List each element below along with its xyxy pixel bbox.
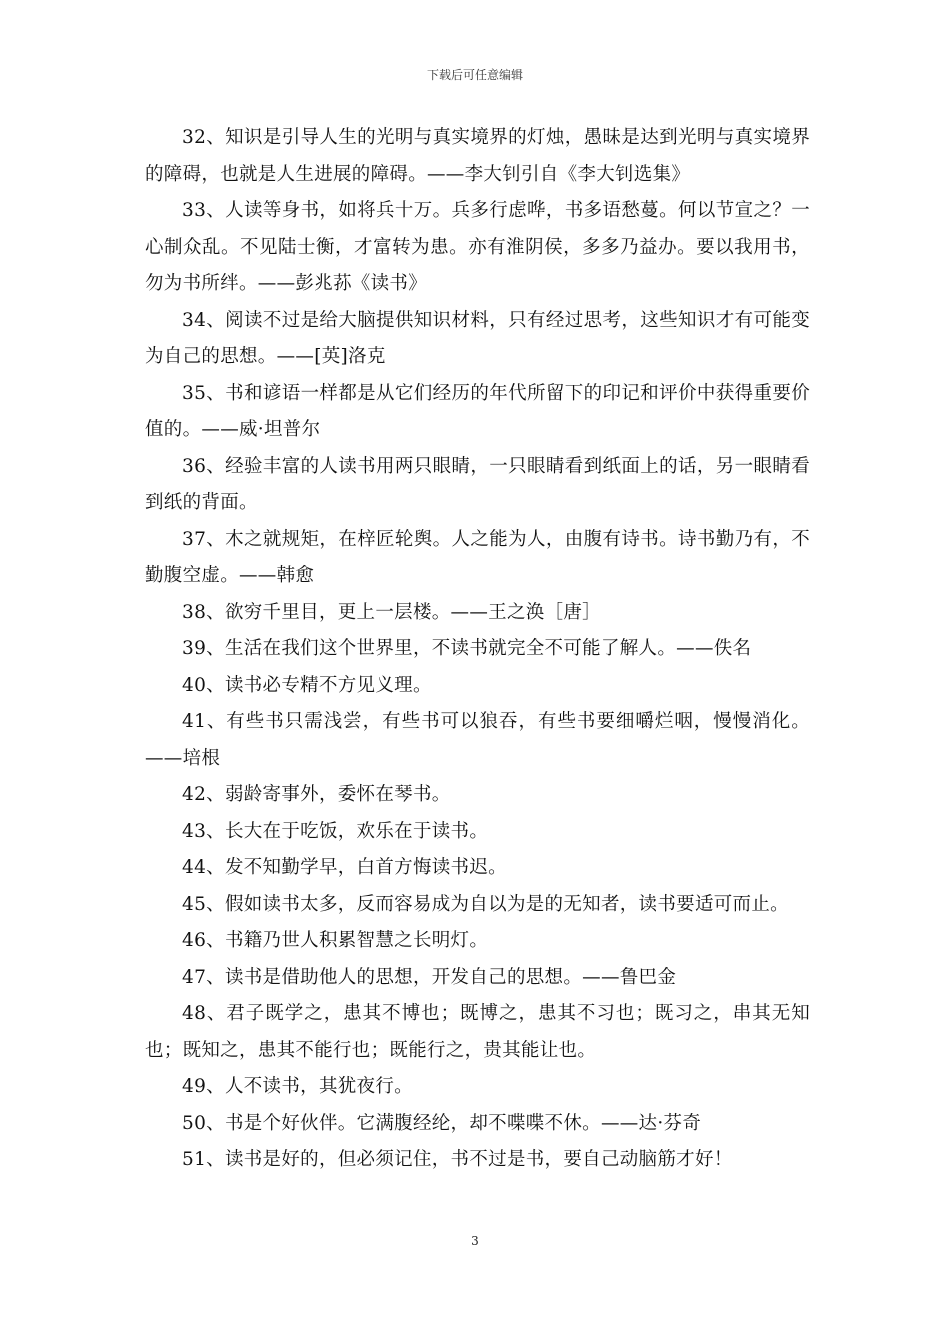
quote-paragraph: 34、阅读不过是给大脑提供知识材料，只有经过思考，这些知识才有可能变为自己的思想。——[英]洛克 bbox=[145, 309, 810, 367]
quote-paragraph: 48、君子既学之，患其不博也；既博之，患其不习也；既习之，串其无知也；既知之，患其不能行也；既能行之，贵其能让也。 bbox=[145, 1003, 810, 1061]
quote-paragraph: 45、假如读书太多，反而容易成为自以为是的无知者，读书要适可而止。 bbox=[182, 893, 789, 915]
quote-paragraph: 38、欲穷千里目，更上一层楼。——王之涣［唐］ bbox=[182, 601, 601, 623]
quote-paragraph: 32、知识是引导人生的光明与真实境界的灯烛，愚昧是达到光明与真实境界的障碍，也就是人生进展的障碍。——李大钊引自《李大钊选集》 bbox=[145, 127, 810, 185]
page-header: 下载后可任意编辑 bbox=[426, 68, 523, 82]
quote-paragraph: 40、读书必专精不方见义理。 bbox=[182, 674, 432, 696]
page-number: 3 bbox=[471, 1234, 479, 1248]
quote-paragraph: 43、长大在于吃饭，欢乐在于读书。 bbox=[182, 820, 489, 842]
quote-paragraph: 44、发不知勤学早，白首方悔读书迟。 bbox=[182, 857, 507, 878]
document-body bbox=[145, 120, 810, 1179]
quote-paragraph: 49、人不读书，其犹夜行。 bbox=[182, 1076, 413, 1097]
quote-paragraph: 33、人读等身书，如将兵十万。兵多行虑哗，书多语愁蔓。何以节宣之？一心制众乱。不见陆士衡，才富转为患。亦有淮阴侯，多多乃益办。要以我用书，勿为书所绊。——彭兆荪《读书》 bbox=[145, 200, 810, 294]
quote-paragraph: 36、经验丰富的人读书用两只眼睛，一只眼睛看到纸面上的话，另一眼睛看到纸的背面。 bbox=[145, 455, 810, 513]
quote-paragraph: 51、读书是好的，但必须记住，书不过是书，要自己动脑筋才好！ bbox=[182, 1149, 733, 1170]
quote-paragraph: 46、书籍乃世人积累智慧之长明灯。 bbox=[182, 930, 489, 951]
quote-paragraph: 47、读书是借助他人的思想，开发自己的思想。——鲁巴金 bbox=[182, 966, 677, 988]
quote-paragraph: 50、书是个好伙伴。它满腹经纶，却不喋喋不休。——达·芬奇 bbox=[182, 1112, 702, 1134]
quote-paragraph: 39、生活在我们这个世界里，不读书就完全不可能了解人。——佚名 bbox=[182, 638, 752, 659]
quote-paragraph: 42、弱龄寄事外，委怀在琴书。 bbox=[182, 784, 451, 805]
quote-paragraph: 35、书和谚语一样都是从它们经历的年代所留下的印记和评价中获得重要价值的。——威·坦普尔 bbox=[145, 382, 810, 440]
quote-paragraph: 37、木之就规矩，在梓匠轮舆。人之能为人，由腹有诗书。诗书勤乃有，不勤腹空虚。——韩愈 bbox=[145, 528, 810, 586]
quote-paragraph: 41、有些书只需浅尝，有些书可以狼吞，有些书要细嚼烂咽，慢慢消化。——培根 bbox=[145, 711, 810, 769]
